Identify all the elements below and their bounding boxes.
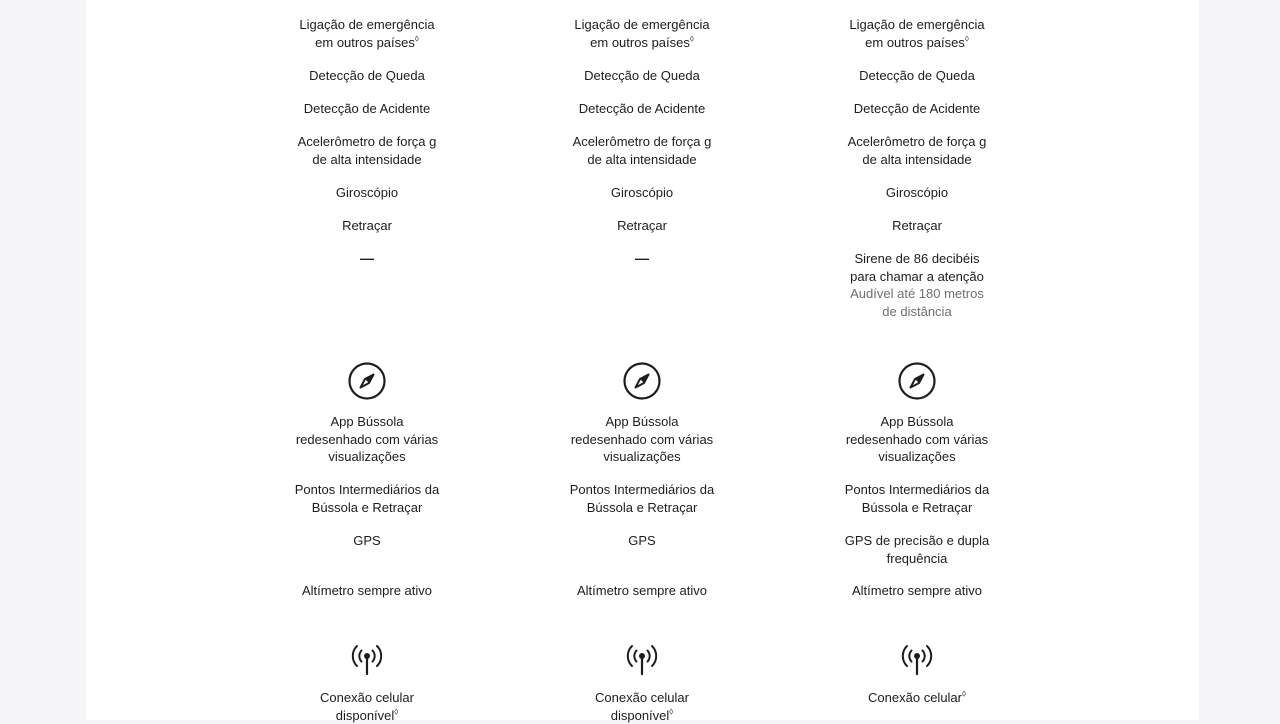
cellular-line-2: disponível [610,707,670,723]
compass-icon [897,361,937,401]
siren-line-1: Sirene de 86 decibéis [854,251,980,266]
cellular-line-1: Conexão celular [595,690,689,705]
waypoints-line-2: Bússola e Retraçar [586,499,698,515]
altimeter-feature: Altímetro sempre ativo [301,583,433,598]
footnote-mark: ◊ [414,34,419,44]
cellular-antenna-icon [897,638,937,678]
cellular-feature [807,689,1027,707]
emergency-line-2: em outros países [865,34,965,50]
gps-feature: GPS [353,533,381,548]
backtrack-feature: Retraçar [892,218,942,233]
altimeter-feature: Altímetro sempre ativo [851,583,983,598]
siren-feature [807,250,1027,320]
cellular-feature [257,689,477,724]
compass-icon [622,361,662,401]
cellular-antenna-icon [622,638,662,678]
gps-feature: GPS [628,533,656,548]
gps-line-1: GPS de precisão e dupla [844,533,990,548]
siren-note-2: de distância [882,303,952,319]
gyroscope-feature: Giroscópio [610,185,674,200]
crash-detection-feature: Detecção de Acidente [578,101,706,116]
accel-line-2: de alta intensidade [312,151,422,167]
compass-app-feature [257,413,477,466]
fall-detection-feature: Detecção de Queda [584,68,700,83]
footnote-mark: ◊ [669,707,674,717]
altimeter-feature: Altímetro sempre ativo [576,583,708,598]
cellular-antenna-icon [347,638,387,678]
compass-line-1: App Bússola [330,414,404,429]
compass-line-1: App Bússola [605,414,679,429]
cellular-line-1: Conexão celular [320,690,414,705]
emergency-line-1: Ligação de emergência [849,17,985,32]
compass-line-2: redesenhado com várias [295,431,439,447]
emergency-call-feature [807,16,1027,51]
gps-feature [807,532,1027,567]
footnote-mark: ◊ [964,34,969,44]
waypoints-feature [532,481,752,516]
siren-line-2: para chamar a atenção [850,268,984,284]
compass-app-feature [532,413,752,466]
emergency-call-feature [257,16,477,51]
waypoints-line-2: Bússola e Retraçar [311,499,423,515]
accelerometer-feature [257,133,477,168]
siren-note-1: Audível até 180 metros [850,286,984,301]
compass-line-2: redesenhado com várias [570,431,714,447]
waypoints-line-1: Pontos Intermediários da [294,482,440,497]
accel-line-1: Acelerômetro de força g [297,134,437,149]
emergency-line-2: em outros países [590,34,690,50]
emergency-call-feature [532,16,752,51]
compass-line-3: visualizações [603,449,681,464]
crash-detection-feature: Detecção de Acidente [853,101,981,116]
waypoints-feature [257,481,477,516]
footnote-mark: ◊ [689,34,694,44]
compass-icon [347,361,387,401]
cellular-line-1: Conexão celular [868,690,962,705]
siren-not-available: — [635,250,649,266]
compass-line-3: visualizações [878,449,956,464]
compass-line-2: redesenhado com várias [845,431,989,447]
accel-line-1: Acelerômetro de força g [572,134,712,149]
waypoints-feature [807,481,1027,516]
accel-line-2: de alta intensidade [862,151,972,167]
footnote-mark: ◊ [394,707,399,717]
waypoints-line-1: Pontos Intermediários da [569,482,715,497]
footnote-mark: ◊ [962,689,966,699]
backtrack-feature: Retraçar [342,218,392,233]
compass-line-1: App Bússola [880,414,954,429]
gyroscope-feature: Giroscópio [335,185,399,200]
waypoints-line-2: Bússola e Retraçar [861,499,973,515]
emergency-line-2: em outros países [315,34,415,50]
siren-not-available: — [360,250,374,266]
gps-line-2: frequência [886,550,948,566]
accelerometer-feature [532,133,752,168]
cellular-feature [532,689,752,724]
crash-detection-feature: Detecção de Acidente [303,101,431,116]
cellular-line-2: disponível [335,707,395,723]
compass-line-3: visualizações [328,449,406,464]
waypoints-line-1: Pontos Intermediários da [844,482,990,497]
accelerometer-feature [807,133,1027,168]
fall-detection-feature: Detecção de Queda [309,68,425,83]
backtrack-feature: Retraçar [617,218,667,233]
accel-line-2: de alta intensidade [587,151,697,167]
accel-line-1: Acelerômetro de força g [847,134,987,149]
emergency-line-1: Ligação de emergência [574,17,710,32]
fall-detection-feature: Detecção de Queda [859,68,975,83]
compass-app-feature [807,413,1027,466]
gyroscope-feature: Giroscópio [885,185,949,200]
emergency-line-1: Ligação de emergência [299,17,435,32]
